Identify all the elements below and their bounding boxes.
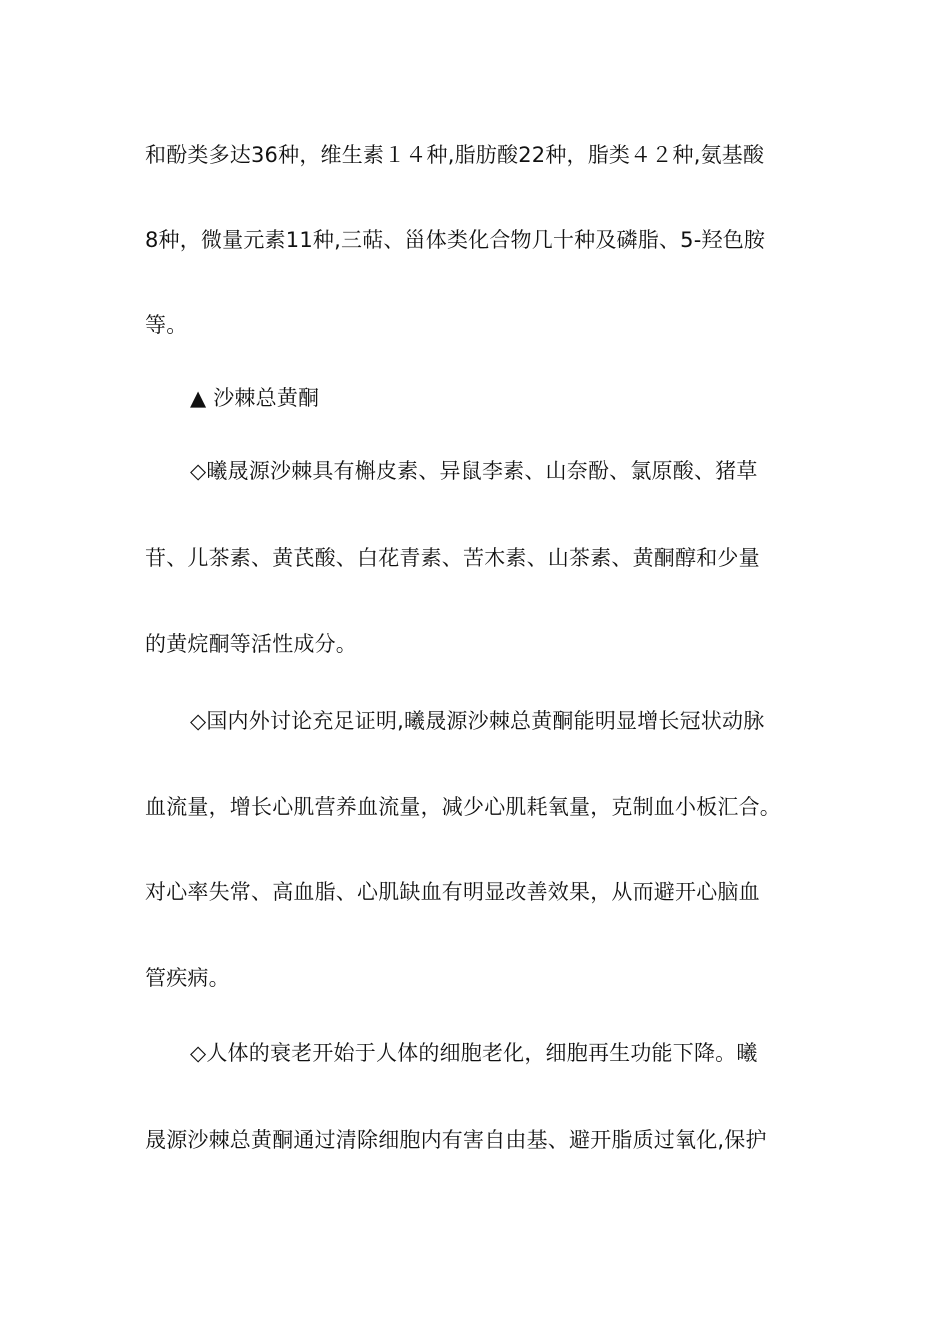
intro-line-2: 8种，微量元素11种,三萜、甾体类化合物几十种及磷脂、5-羟色胺 [145,228,766,252]
flavonoids-line-1: ◇曦晟源沙棘具有槲皮素、异鼠李素、山奈酚、氯原酸、猪草 [190,459,758,483]
aging-line-2: 晟源沙棘总黄酮通过清除细胞内有害自由基、避开脂质过氧化,保护 [145,1128,767,1152]
intro-line-3: 等。 [145,313,188,337]
aging-line-1: ◇人体的衰老开始于人体的细胞老化，细胞再生功能下降。曦 [190,1041,758,1065]
research-line-2: 血流量，增长心肌营养血流量，减少心肌耗氧量，克制血小板汇合。 [145,795,781,819]
research-line-1: ◇国内外讨论充足证明,曦晟源沙棘总黄酮能明显增长冠状动脉 [190,709,765,733]
section-heading: ▲ 沙棘总黄酮 [190,386,320,410]
intro-line-1: 和酚类多达36种，维生素１４种,脂肪酸22种，脂类４２种,氨基酸 [145,143,765,167]
research-line-3: 对心率失常、高血脂、心肌缺血有明显改善效果，从而避开心脑血 [145,880,760,904]
research-line-4: 管疾病。 [145,966,230,990]
flavonoids-line-3: 的黄烷酮等活性成分。 [145,632,357,656]
flavonoids-line-2: 苷、儿茶素、黄芪酸、白花青素、苦木素、山茶素、黄酮醇和少量 [145,546,760,570]
